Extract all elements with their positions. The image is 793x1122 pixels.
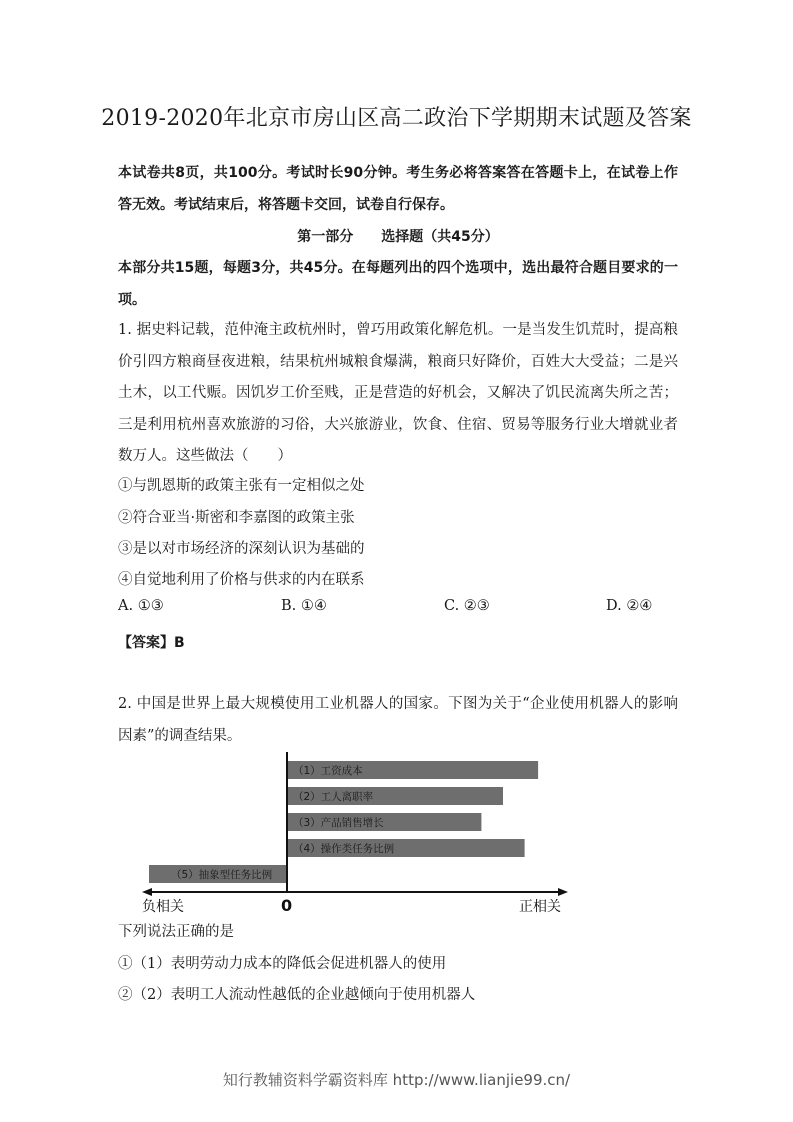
section-heading: 第一部分 选择题（共45分） [297,229,499,245]
question-1-stem: 1. 据史料记载，范仲淹主政杭州时，曾巧用政策化解危机。一是当发生饥荒时，提高粮价引四方粮商昼夜进粮，结果杭州城粮食爆满，粮商只好降价，百姓大大受益；二是兴土木，以工代赈。因饥岁工价至贱，正是营造的好机会，又解决了饥民流离失所之苦；三是利用杭州喜欢旅游的习俗，大兴旅游业，饮食、住宿、贸易等服务行业大增就业者数万人。这些做法（ ） [118,322,678,464]
chart-zero-label: 0 [281,896,293,915]
question-2-item: ①（1）表明劳动力成本的降低会促进机器人的使用 [118,956,447,972]
chart-negative-label: 负相关 [142,899,184,915]
chart-bar-label: （1）工资成本 [293,765,363,777]
exam-intro: 本试卷共8页，共100分。考试时长90分钟。考生务必将答案答在答题卡上，在试卷上作答无效。考试结束后，将答题卡交回，试卷自行保存。 [118,165,678,213]
question-1-item: ③是以对市场经济的深刻认识为基础的 [118,541,365,557]
chart-right-arrow [558,888,568,896]
question-2-stem: 2. 中国是世界上最大规模使用工业机器人的国家。下图为关于“企业使用机器人的影响因素”的调查结果。 [118,696,678,744]
page-title: 2019-2020年北京市房山区高二政治下学期期末试题及答案 [101,106,692,131]
question-1-item: ②符合亚当·斯密和李嘉图的政策主张 [118,510,355,526]
chart-bar-label: （5）抽象型任务比例 [171,869,273,881]
chart-left-arrow [142,888,152,896]
option-c: C. ②③ [444,598,490,614]
answer-1: 【答案】B [118,635,185,651]
question-2-prompt: 下列说法正确的是 [118,924,234,940]
option-b: B. ①④ [281,598,327,614]
chart-bar-label: （3）产品销售增长 [293,817,384,829]
question-2-item: ②（2）表明工人流动性越低的企业越倾向于使用机器人 [118,987,476,1003]
chart-bar-label: （4）操作类任务比例 [293,843,395,855]
chart-bar-label: （2）工人离职率 [293,791,374,803]
option-d: D. ②④ [606,598,653,614]
robot-factors-chart [140,752,580,922]
option-a: A. ①③ [118,598,164,614]
section-instructions: 本部分共15题，每题3分，共45分。在每题列出的四个选项中，选出最符合题目要求的一项。 [118,260,678,308]
footer-watermark: 知行教辅资料学霸资料库 http://www.lianjie99.cn/ [222,1071,571,1089]
question-1-item: ①与凯恩斯的政策主张有一定相似之处 [118,478,365,494]
chart-positive-label: 正相关 [519,899,561,915]
question-1-item: ④自觉地利用了价格与供求的内在联系 [118,572,365,588]
